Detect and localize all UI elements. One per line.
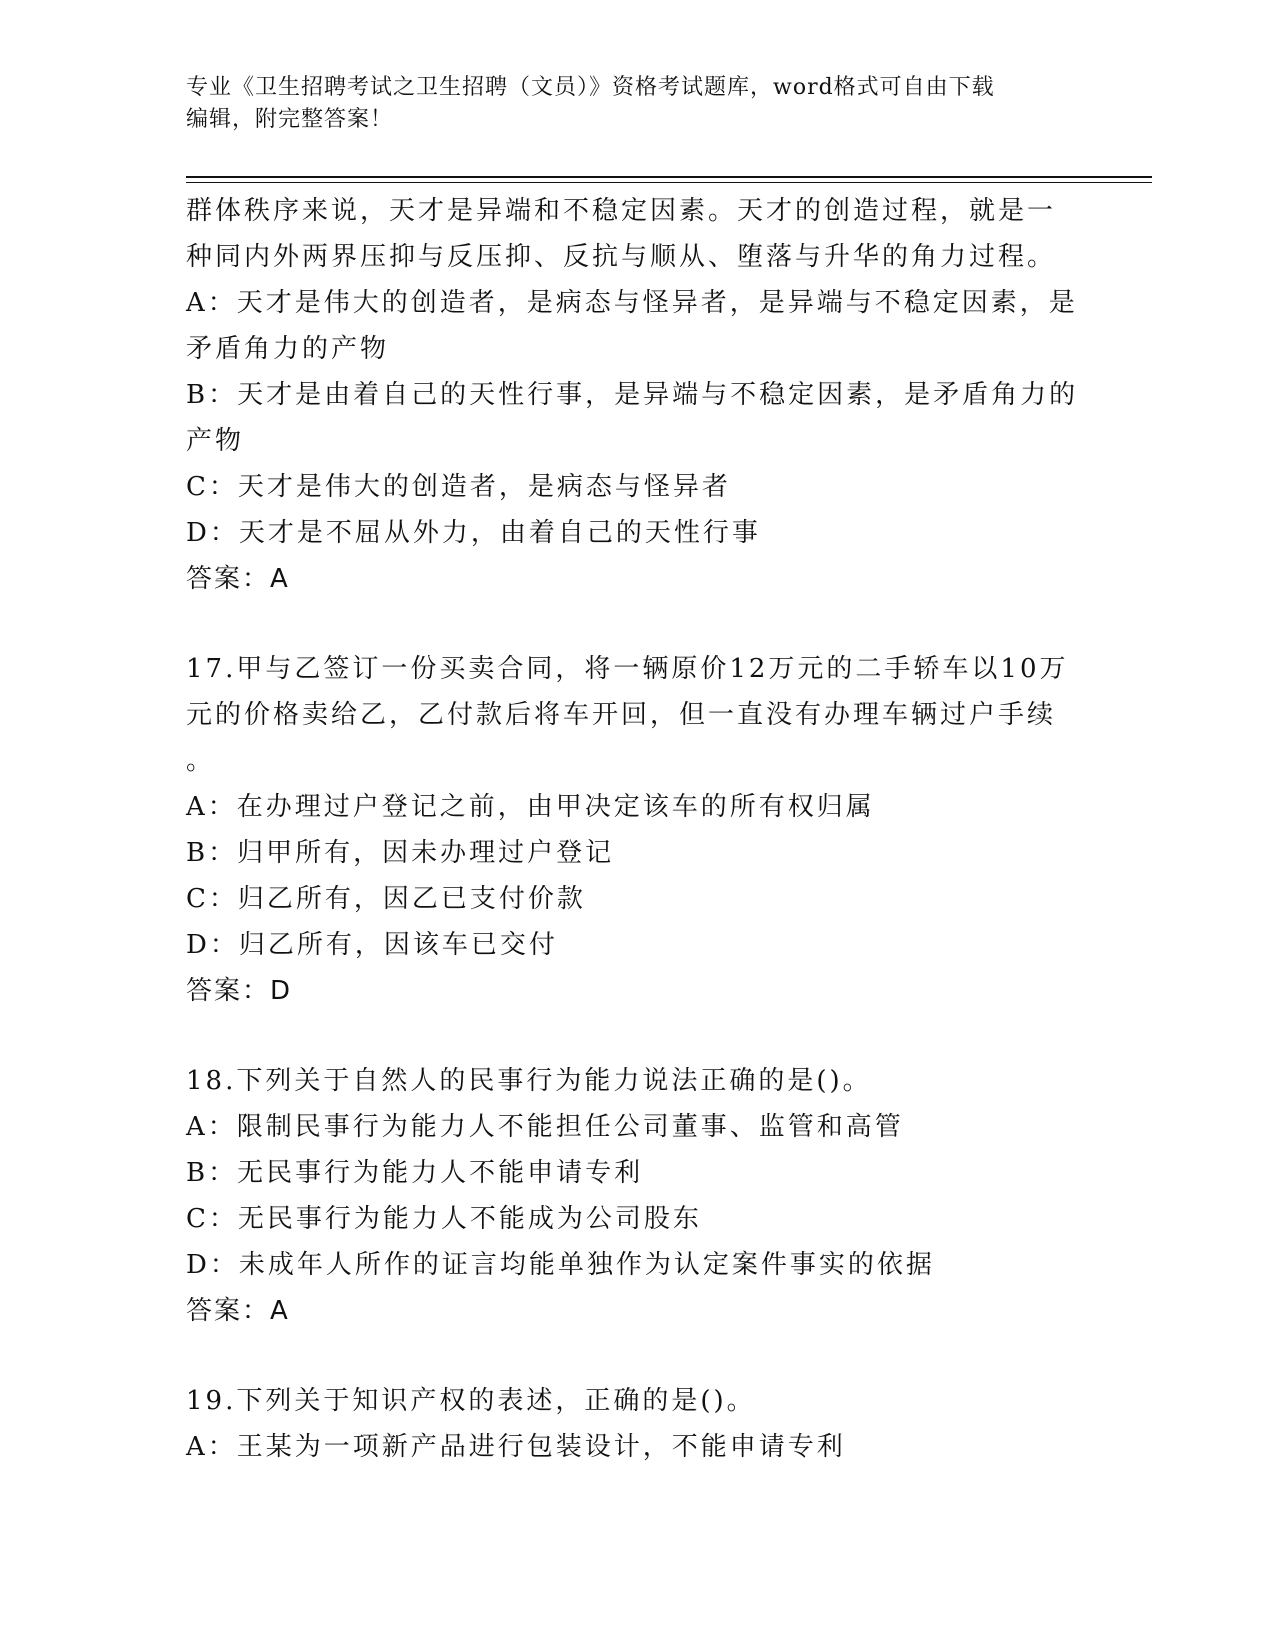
answer: 答案：A xyxy=(186,564,290,594)
header-line-1: 专业《卫生招聘考试之卫生招聘（文员）》资格考试题库，word格式可自由下载 xyxy=(186,75,995,100)
question-16 xyxy=(186,188,1086,602)
question-text: 19.下列关于知识产权的表述，正确的是()。 xyxy=(186,1386,756,1416)
header-line-2: 编辑，附完整答案！ xyxy=(186,107,394,132)
option-c: C：归乙所有，因乙已支付价款 xyxy=(186,884,586,914)
option-c: C：无民事行为能力人不能成为公司股东 xyxy=(186,1204,702,1234)
question-17 xyxy=(186,646,1086,1014)
question-18 xyxy=(186,1058,1086,1334)
option-a: A：王某为一项新产品进行包装设计，不能申请专利 xyxy=(186,1432,846,1462)
option-d: D：未成年人所作的证言均能单独作为认定案件事实的依据 xyxy=(186,1250,935,1280)
option-b-cont: 产物 xyxy=(186,426,245,456)
question-text: 元的价格卖给乙，乙付款后将车开回，但一直没有办理车辆过户手续 xyxy=(186,700,1057,730)
question-text: 群体秩序来说，天才是异端和不稳定因素。天才的创造过程，就是一 xyxy=(186,196,1057,226)
question-text: 17.甲与乙签订一份买卖合同，将一辆原价12万元的二手轿车以10万 xyxy=(186,654,1069,684)
question-19 xyxy=(186,1378,1086,1470)
option-a: A：限制民事行为能力人不能担任公司董事、监管和高管 xyxy=(186,1112,904,1142)
option-b: B：天才是由着自己的天性行事，是异端与不稳定因素，是矛盾角力的 xyxy=(186,380,1079,410)
option-a: A：在办理过户登记之前，由甲决定该车的所有权归属 xyxy=(186,792,875,822)
option-b: B：归甲所有，因未办理过户登记 xyxy=(186,838,615,868)
header-rule-thick xyxy=(186,176,1152,178)
option-c: C：天才是伟大的创造者，是病态与怪异者 xyxy=(186,472,731,502)
option-a-cont: 矛盾角力的产物 xyxy=(186,334,390,364)
option-d: D：天才是不屈从外力，由着自己的天性行事 xyxy=(186,518,761,548)
answer: 答案：D xyxy=(186,976,293,1006)
answer: 答案：A xyxy=(186,1296,290,1326)
option-a: A：天才是伟大的创造者，是病态与怪异者，是异端与不稳定因素，是 xyxy=(186,288,1078,318)
option-d: D：归乙所有，因该车已交付 xyxy=(186,930,558,960)
question-text: 。 xyxy=(186,746,216,776)
header-rule-thin xyxy=(186,182,1152,183)
option-b: B：无民事行为能力人不能申请专利 xyxy=(186,1158,644,1188)
question-text: 种同内外两界压抑与反压抑、反抗与顺从、堕落与升华的角力过程。 xyxy=(186,242,1057,272)
document-body xyxy=(186,188,1086,1470)
question-text: 18.下列关于自然人的民事行为能力说法正确的是()。 xyxy=(186,1066,872,1096)
document-header xyxy=(186,72,1086,136)
